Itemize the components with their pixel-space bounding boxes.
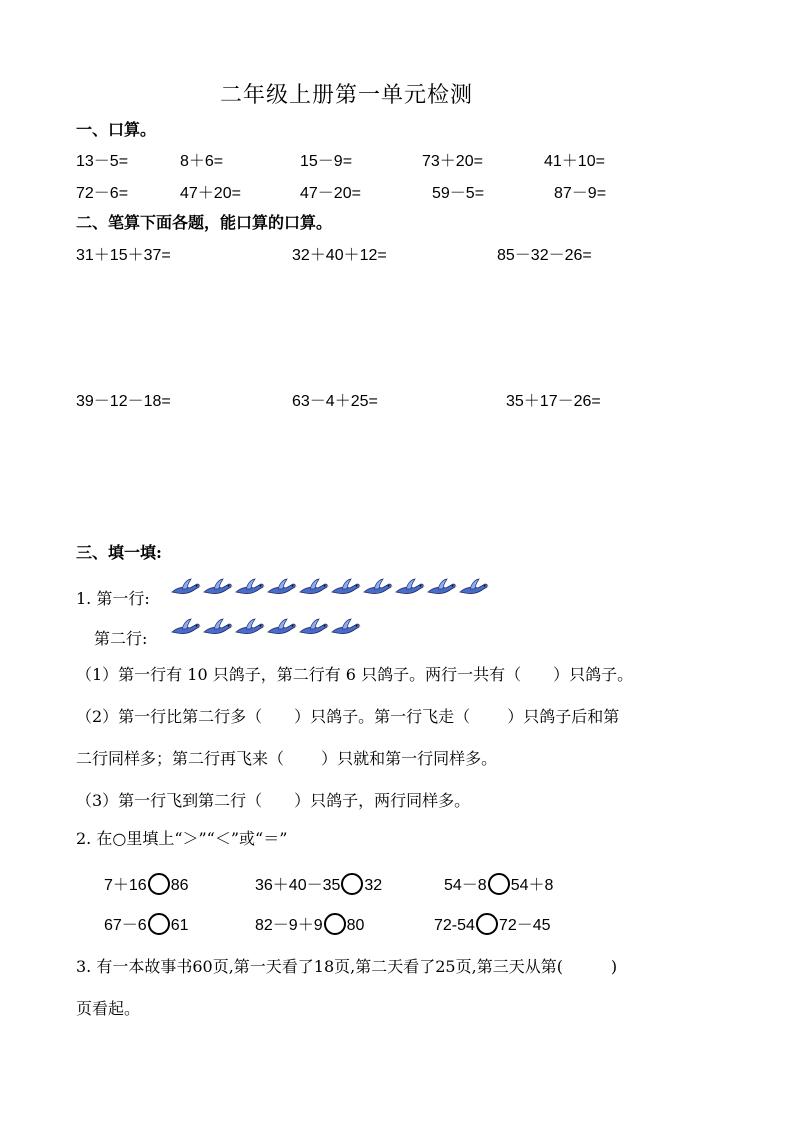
question-1-1: （1）第一行有 10 只鸽子，第二行有 6 只鸽子。两行一共有（ ）只鸽子。 [76, 665, 634, 684]
row2-label: 第二行: [94, 629, 148, 648]
compare-left: 54－8 [444, 877, 487, 894]
compare-item [444, 872, 553, 895]
question-2-prompt: 2. 在○里填上“＞”“＜”或“＝” [76, 829, 288, 848]
answer-circle[interactable] [148, 913, 170, 935]
written-problem: 63－4＋25= [292, 393, 378, 410]
pigeon-icon [266, 616, 298, 638]
compare-right: 86 [170, 877, 189, 894]
pigeon-icon [298, 576, 330, 598]
pigeon-icon [298, 616, 330, 638]
compare-right: 32 [364, 877, 383, 894]
oral-problem: 15－9= [300, 153, 353, 170]
compare-item [104, 912, 189, 935]
pigeon-icon [426, 576, 458, 598]
oral-problem: 8＋6= [180, 153, 224, 170]
pigeon-icon [170, 576, 202, 598]
compare-item [434, 912, 551, 935]
pigeon-row-2 [170, 616, 362, 638]
pigeon-icon [330, 616, 362, 638]
pigeon-icon [234, 616, 266, 638]
written-problem: 32＋40＋12= [292, 247, 387, 264]
oral-problem: 13－5= [76, 153, 129, 170]
question-1-3: （3）第一行飞到第二行（ ）只鸽子，两行同样多。 [76, 791, 471, 810]
oral-problem: 59－5= [432, 185, 485, 202]
pigeon-icon [202, 576, 234, 598]
compare-item [104, 872, 189, 895]
compare-right: 80 [346, 917, 365, 934]
written-problem: 39－12－18= [76, 393, 171, 410]
oral-problem: 73＋20= [422, 153, 483, 170]
answer-circle[interactable] [341, 873, 363, 895]
pigeon-icon [362, 576, 394, 598]
page-title: 二年级上册第一单元检测 [220, 83, 474, 108]
pigeon-row-1 [170, 576, 490, 598]
pigeon-icon [330, 576, 362, 598]
pigeon-icon [266, 576, 298, 598]
compare-left: 7＋16 [104, 877, 147, 894]
section1-heading: 一、口算。 [76, 120, 157, 139]
compare-right: 61 [170, 917, 189, 934]
compare-left: 82－9＋9 [255, 917, 323, 934]
oral-problem: 47－20= [300, 185, 361, 202]
compare-item [255, 912, 364, 935]
oral-problem: 87－9= [554, 185, 607, 202]
question-3-line1: 3. 有一本故事书60页,第一天看了18页,第二天看了25页,第三天从第( ) [76, 957, 618, 976]
written-problem: 35＋17－26= [506, 393, 601, 410]
question-3-line2: 页看起。 [76, 999, 141, 1018]
written-problem: 85－32－26= [497, 247, 592, 264]
question-1-2: （2）第一行比第二行多（ ）只鸽子。第一行飞走（ ）只鸽子后和第 [76, 707, 620, 726]
compare-left: 67－6 [104, 917, 147, 934]
answer-circle[interactable] [476, 913, 498, 935]
compare-left: 36＋40－35 [255, 877, 341, 894]
compare-item [255, 872, 382, 895]
compare-right: 54＋8 [510, 877, 554, 894]
oral-problem: 41＋10= [544, 153, 605, 170]
answer-circle[interactable] [324, 913, 346, 935]
section2-heading: 二、笔算下面各题，能口算的口算。 [76, 213, 333, 232]
oral-problem: 47＋20= [180, 185, 241, 202]
answer-circle[interactable] [148, 873, 170, 895]
pigeon-icon [394, 576, 426, 598]
section3-heading: 三、填一填: [76, 543, 162, 562]
pigeon-icon [458, 576, 490, 598]
row1-label: 1. 第一行: [76, 589, 150, 608]
pigeon-icon [170, 616, 202, 638]
pigeon-icon [234, 576, 266, 598]
pigeon-icon [202, 616, 234, 638]
question-1-2-cont: 二行同样多；第二行再飞来（ ）只就和第一行同样多。 [76, 749, 498, 768]
oral-problem: 72－6= [76, 185, 129, 202]
compare-right: 72－45 [498, 917, 551, 934]
answer-circle[interactable] [488, 873, 510, 895]
compare-left: 72-54 [434, 917, 475, 934]
written-problem: 31＋15＋37= [76, 247, 171, 264]
